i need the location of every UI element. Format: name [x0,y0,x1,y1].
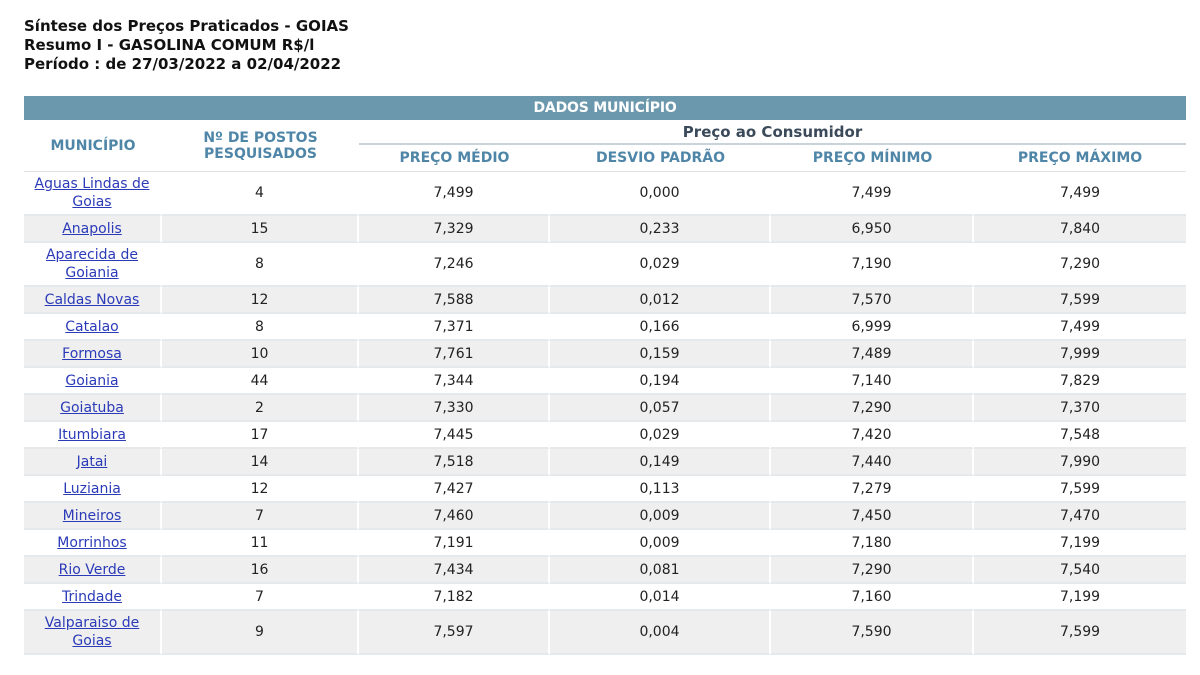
cell-municipio [24,172,162,216]
municipio-link[interactable] [62,589,122,605]
municipio-name-line1[interactable]: Trindade [62,588,122,605]
table-row [24,368,1186,395]
cell-preco-maximo: 7,599 [974,476,1186,503]
cell-postos: 8 [162,243,359,287]
cell-municipio [24,503,162,530]
cell-desvio-padrao: 0,081 [550,557,771,584]
municipio-name-line1[interactable]: Anapolis [62,220,122,237]
cell-preco-medio: 7,427 [359,476,550,503]
table-row [24,422,1186,449]
header-preco-consumidor: Preço ao Consumidor [359,120,1186,145]
cell-preco-maximo: 7,599 [974,611,1186,655]
cell-preco-medio: 7,182 [359,584,550,611]
cell-preco-maximo: 7,548 [974,422,1186,449]
cell-preco-medio: 7,499 [359,172,550,216]
table-row [24,449,1186,476]
cell-preco-minimo: 7,489 [771,341,974,368]
municipio-link[interactable] [60,400,124,416]
municipio-link[interactable] [62,221,122,237]
cell-postos: 8 [162,314,359,341]
cell-preco-maximo: 7,199 [974,584,1186,611]
cell-preco-minimo: 7,180 [771,530,974,557]
municipio-link[interactable] [45,292,140,308]
municipio-name-line1[interactable]: Aguas Lindas de [34,176,150,192]
municipio-name-line1[interactable]: Morrinhos [57,534,127,551]
municipio-name-line1[interactable]: Mineiros [62,507,122,524]
municipio-name-line1[interactable]: Valparaiso de [44,615,140,631]
cell-desvio-padrao: 0,009 [550,530,771,557]
municipio-name-line1[interactable]: Goiatuba [60,399,124,416]
cell-desvio-padrao: 0,194 [550,368,771,395]
cell-preco-maximo: 7,999 [974,341,1186,368]
cell-postos: 7 [162,503,359,530]
cell-preco-medio: 7,191 [359,530,550,557]
municipio-name-line1[interactable]: Goiania [65,372,119,389]
cell-preco-medio: 7,329 [359,216,550,243]
cell-preco-medio: 7,460 [359,503,550,530]
cell-preco-medio: 7,371 [359,314,550,341]
cell-desvio-padrao: 0,029 [550,243,771,287]
header-municipio: MUNICÍPIO [24,120,162,172]
cell-postos: 12 [162,287,359,314]
table-row [24,611,1186,655]
cell-municipio [24,422,162,449]
cell-desvio-padrao: 0,233 [550,216,771,243]
municipio-name-line2[interactable]: Goias [72,194,112,210]
cell-desvio-padrao: 0,012 [550,287,771,314]
cell-preco-minimo: 7,160 [771,584,974,611]
table-row [24,287,1186,314]
cell-preco-medio: 7,588 [359,287,550,314]
table-row [24,476,1186,503]
cell-preco-minimo: 7,450 [771,503,974,530]
cell-municipio [24,557,162,584]
cell-preco-maximo: 7,540 [974,557,1186,584]
table-banner: DADOS MUNICÍPIO [24,96,1186,120]
table-body [24,172,1186,655]
municipio-name-line2[interactable]: Goiania [65,265,119,281]
table-row [24,216,1186,243]
table-row [24,557,1186,584]
cell-desvio-padrao: 0,166 [550,314,771,341]
municipio-name-line1[interactable]: Catalao [65,318,119,335]
cell-municipio [24,287,162,314]
cell-municipio [24,368,162,395]
cell-postos: 11 [162,530,359,557]
header-desvio-padrao: DESVIO PADRÃO [550,145,771,172]
municipio-link[interactable] [63,481,121,497]
municipio-name-line1[interactable]: Luziania [63,480,121,497]
header-preco-minimo: PREÇO MÍNIMO [771,145,974,172]
cell-municipio [24,216,162,243]
cell-municipio [24,243,162,287]
table-row [24,503,1186,530]
header-postos [162,120,359,172]
cell-desvio-padrao: 0,009 [550,503,771,530]
cell-preco-minimo: 7,570 [771,287,974,314]
cell-preco-maximo: 7,990 [974,449,1186,476]
cell-postos: 12 [162,476,359,503]
cell-preco-medio: 7,445 [359,422,550,449]
cell-municipio [24,395,162,422]
municipio-name-line1[interactable]: Caldas Novas [44,291,140,308]
table-row [24,243,1186,287]
cell-postos: 44 [162,368,359,395]
cell-municipio [24,449,162,476]
report-title: Síntese dos Preços Praticados - GOIAS [24,17,349,35]
municipio-table [24,96,1186,655]
report-period: Período : de 27/03/2022 a 02/04/2022 [24,55,342,73]
cell-preco-medio: 7,246 [359,243,550,287]
municipio-name-line2[interactable]: Goias [72,633,112,649]
municipio-link[interactable] [58,427,126,443]
table-row [24,584,1186,611]
municipio-link[interactable] [59,562,126,578]
cell-preco-minimo: 7,420 [771,422,974,449]
municipio-link[interactable] [65,319,118,335]
cell-preco-minimo: 6,950 [771,216,974,243]
cell-preco-maximo: 7,290 [974,243,1186,287]
header-preco-maximo: PREÇO MÁXIMO [974,145,1186,172]
municipio-link[interactable] [77,454,108,470]
cell-preco-minimo: 7,290 [771,557,974,584]
municipio-link[interactable] [62,346,122,362]
cell-preco-minimo: 7,190 [771,243,974,287]
cell-desvio-padrao: 0,000 [550,172,771,216]
table-row [24,395,1186,422]
cell-preco-minimo: 7,499 [771,172,974,216]
cell-preco-maximo: 7,599 [974,287,1186,314]
cell-postos: 15 [162,216,359,243]
cell-desvio-padrao: 0,149 [550,449,771,476]
cell-preco-minimo: 7,290 [771,395,974,422]
cell-postos: 4 [162,172,359,216]
municipio-name-line1[interactable]: Aparecida de [45,247,139,263]
municipio-table-container [24,96,1186,655]
table-row [24,530,1186,557]
municipio-link[interactable] [63,508,122,524]
cell-desvio-padrao: 0,159 [550,341,771,368]
municipio-link[interactable] [45,615,139,649]
cell-preco-maximo: 7,840 [974,216,1186,243]
municipio-name-line1[interactable]: Rio Verde [58,561,126,578]
cell-municipio [24,314,162,341]
header-postos-line2: PESQUISADOS [204,145,317,162]
cell-municipio [24,476,162,503]
cell-desvio-padrao: 0,057 [550,395,771,422]
cell-desvio-padrao: 0,004 [550,611,771,655]
cell-preco-maximo: 7,499 [974,172,1186,216]
table-row [24,172,1186,216]
cell-preco-medio: 7,597 [359,611,550,655]
cell-postos: 9 [162,611,359,655]
cell-preco-minimo: 7,590 [771,611,974,655]
cell-preco-minimo: 7,440 [771,449,974,476]
cell-postos: 7 [162,584,359,611]
municipio-link[interactable] [46,247,138,281]
cell-desvio-padrao: 0,113 [550,476,771,503]
cell-postos: 14 [162,449,359,476]
cell-preco-medio: 7,518 [359,449,550,476]
municipio-name-line1[interactable]: Jatai [76,453,108,470]
cell-preco-maximo: 7,829 [974,368,1186,395]
cell-preco-medio: 7,344 [359,368,550,395]
cell-municipio [24,530,162,557]
cell-postos: 16 [162,557,359,584]
municipio-link[interactable] [57,535,126,551]
cell-desvio-padrao: 0,029 [550,422,771,449]
cell-preco-minimo: 7,279 [771,476,974,503]
cell-preco-minimo: 7,140 [771,368,974,395]
cell-preco-medio: 7,434 [359,557,550,584]
municipio-name-line1[interactable]: Formosa [62,345,122,362]
cell-preco-maximo: 7,370 [974,395,1186,422]
header-postos-line1: Nº DE POSTOS [203,129,318,146]
cell-preco-medio: 7,761 [359,341,550,368]
cell-postos: 17 [162,422,359,449]
table-row [24,314,1186,341]
cell-preco-minimo: 6,999 [771,314,974,341]
cell-preco-maximo: 7,199 [974,530,1186,557]
report-product: Resumo I - GASOLINA COMUM R$/l [24,36,315,54]
cell-postos: 10 [162,341,359,368]
cell-preco-maximo: 7,499 [974,314,1186,341]
cell-municipio [24,584,162,611]
cell-desvio-padrao: 0,014 [550,584,771,611]
municipio-link[interactable] [65,373,118,389]
cell-preco-maximo: 7,470 [974,503,1186,530]
cell-postos: 2 [162,395,359,422]
municipio-link[interactable] [35,176,150,210]
table-row [24,341,1186,368]
municipio-name-line1[interactable]: Itumbiara [58,426,126,443]
cell-preco-medio: 7,330 [359,395,550,422]
header-preco-medio: PREÇO MÉDIO [359,145,550,172]
cell-municipio [24,611,162,655]
cell-municipio [24,341,162,368]
report-header [24,17,349,74]
